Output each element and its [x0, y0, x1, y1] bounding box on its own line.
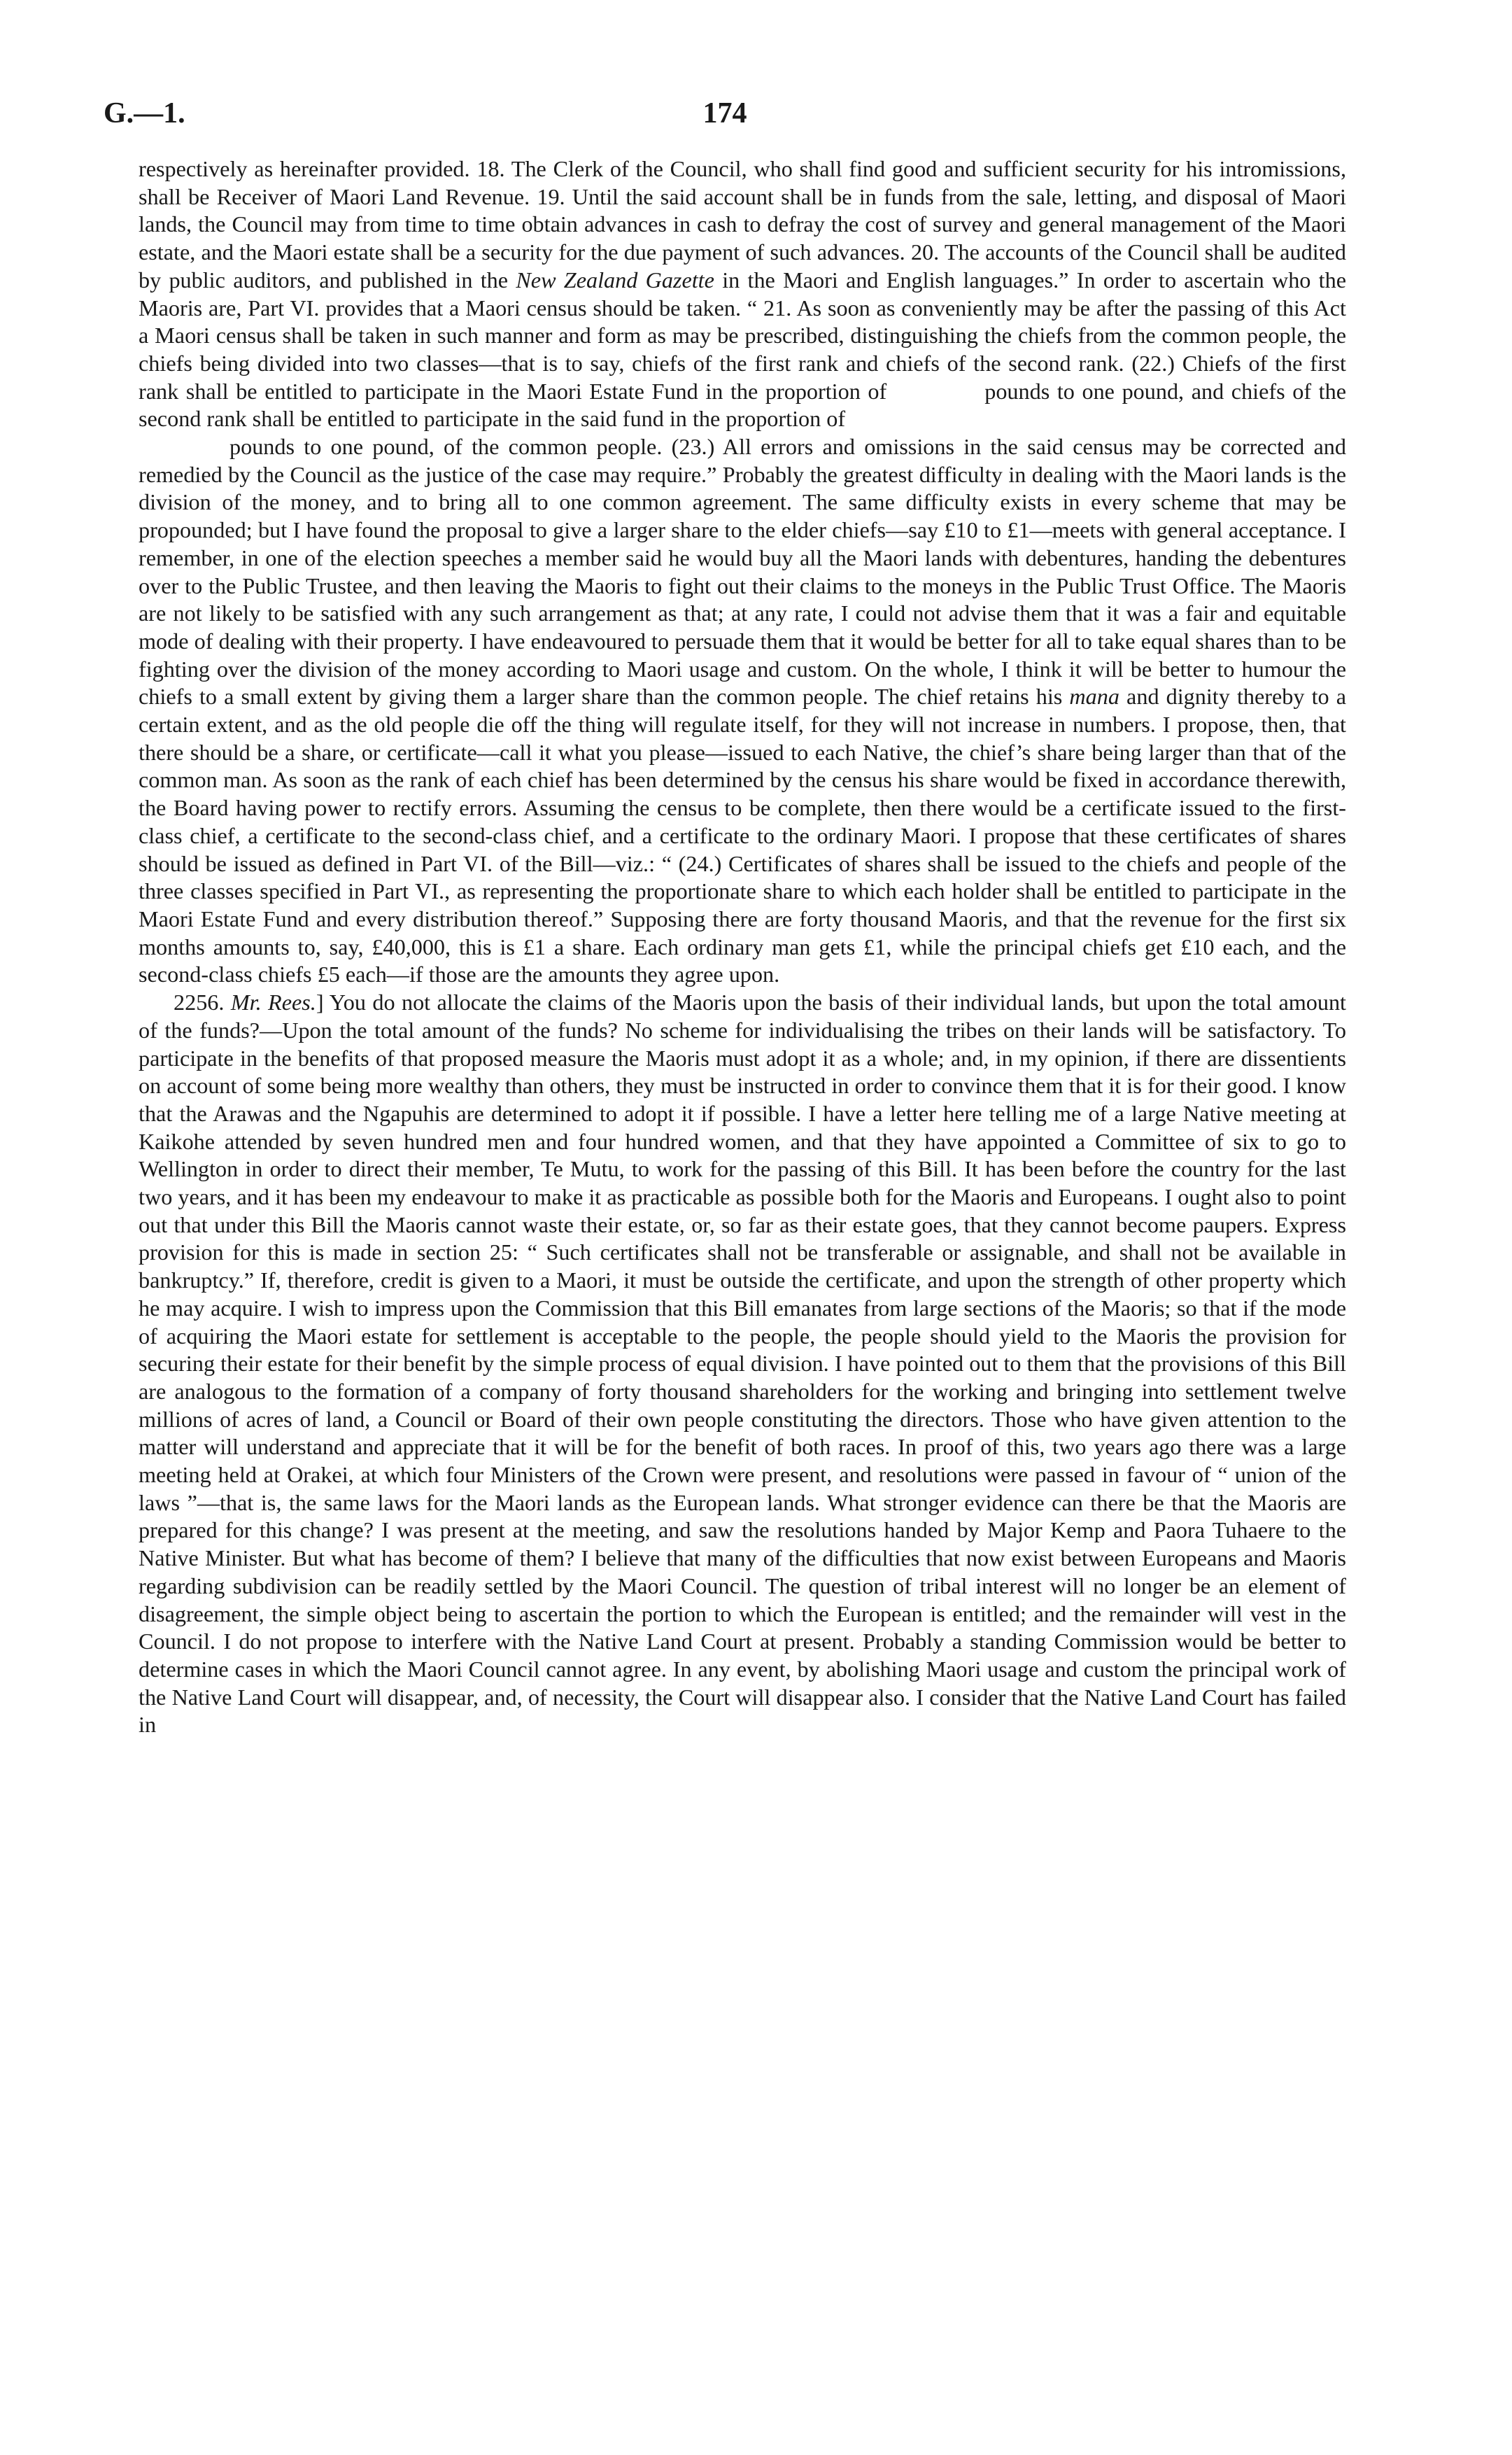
question-number: 2256.: [174, 990, 231, 1015]
paragraph-continuation: [139, 155, 1346, 989]
document-reference: G.—1.: [104, 97, 185, 129]
text-run: respectively as hereinafter provided. 18. The Clerk of the Council, who shall find good and sufficient security for his intromissions, shall be Receiver of Maori Land Revenue. 19. Until the said account shall be in funds from the sale, letting, and disposal of Maori lands, the Council may from time to time obtain advances in cash to defray the cost of survey and general management of the Maori estate, and the Maori estate shall be a security for the due payment of such advances. 20. The accounts of the Council shall be audited by public auditors, and published in the: [139, 156, 1346, 293]
text-run: in the Maori and English languages.” In order to ascertain who the Maoris are, Part VI. provides that a Maori census should be taken. “ 21. As soon as conveniently may be after the passing of this Act a Maori census shall be taken in such manner and form as may be prescribed, distinguishing the chiefs from the common people, the chiefs being divided into two classes—that is to say, chiefs of the first rank and chiefs of the second rank. (22.) Chiefs of the first rank shall be entitled to participate in the Maori Estate Fund in the proportion of: [139, 267, 1346, 404]
text-run: and dignity thereby to a certain extent, and as the old people die off the thing will regulate itself, for they will not increase in numbers. I propose, then, that there should be a share, or certificate—call it what you please—issued to each Native, the chief’s share being larger than that of the common man. As soon as the rank of each chief has been determined by the census his share would be fixed in accordance therewith, the Board having power to rectify errors. Assuming the census to be complete, then there would be a certificate issued to the first-class chief, a certificate to the second-class chief, and a certificate to the ordinary Maori. I propose that these certificates of shares should be issued as defined in Part VI. of the Bill—viz.: “ (24.) Certificates of shares shall be issued to the chiefs and people of the three classes specified in Part VI., as representing the proportionate share to which each holder shall be entitled to participate in the Maori Estate Fund and every distribution thereof.” Supposing there are forty thousand Maoris, and that the revenue for the first six months amounts to, say, £40,000, this is £1 a share. Each ordinary man gets £1, while the principal chiefs get £10 each, and the second-class chiefs £5 each—if those are the amounts they agree upon.: [139, 684, 1346, 987]
text-run: pounds to one pound, and chiefs of the second rank shall be entitled to participate in the said fund in the proportion of: [139, 378, 1346, 432]
page-header: [104, 97, 1346, 139]
speaker-name: Mr. Rees.: [230, 990, 316, 1015]
page-body: [139, 155, 1346, 1739]
text-run: pounds to one pound, of the common people. (23.) All errors and omissions in the said census may be corrected and remedied by the Council as the justice of the case may require.” Probably the greatest difficulty in dealing with the Maori lands is the division of the money, and to bring all to one common agreement. The same difficulty exists in every scheme that may be propounded; but I have found the proposal to give a larger share to the elder chiefs—say £10 to £1—meets with general acceptance. I remember, in one of the election speeches a member said he would buy all the Maori lands with debentures, handing the debentures over to the Public Trustee, and then leaving the Maoris to fight out their claims to the moneys in the Public Trust Office. The Maoris are not likely to be satisfied with any such arrangement as that; at any rate, I could not advise them that it was a fair and equitable mode of dealing with their property. I have endeavoured to persuade them that it would be better for all to take equal shares than to be fighting over the division of the money according to Maori usage and custom. On the whole, I think it will be better to humour the chiefs to a small extent by giving them a larger share than the common people. The chief retains his: [139, 434, 1346, 710]
italic-term: mana: [1069, 684, 1119, 710]
paragraph-question-2256: [139, 989, 1346, 1739]
publication-title: New Zealand Gazette: [516, 267, 714, 293]
page-number: 174: [702, 97, 747, 129]
text-run: ] You do not allocate the claims of the Maoris upon the basis of their individual lands, but upon the total amount of the funds?—Upon the total amount of the funds? No scheme for individualising the tribes on their lands will be satisfactory. To participate in the benefits of that proposed measure the Maoris must adopt it as a whole; and, in my opinion, if there are dissentients on account of some being more wealthy than others, they must be instructed in order to convince them that it is for their good. I know that the Arawas and the Ngapuhis are determined to adopt it if possible. I have a letter here telling me of a large Native meeting at Kaikohe attended by seven hundred men and four hundred women, and that they have appointed a Committee of six to go to Wellington in order to direct their member, Te Mutu, to work for the passing of this Bill. It has been before the country for the last two years, and it has been my endeavour to make it as practicable as possible both for the Maoris and Europeans. I ought also to point out that under this Bill the Maoris cannot waste their estate, or, so far as their estate goes, that they cannot become paupers. Express provision for this is made in section 25: “ Such certificates shall not be transferable or assignable, and shall not be available in bankruptcy.” If, therefore, credit is given to a Maori, it must be outside the certificate, and upon the strength of other property which he may acquire. I wish to impress upon the Commission that this Bill emanates from large sections of the Maoris; so that if the mode of acquiring the Maori estate for settlement is acceptable to the people, the people should yield to the Maoris the provision for securing their estate for their benefit by the simple process of equal division. I have pointed out to them that the provisions of this Bill are analogous to the formation of a company of forty thousand shareholders for the working and bringing into settlement twelve millions of acres of land, a Council or Board of their own people constituting the directors. Those who have given attention to the matter will understand and appreciate that it will be for the benefit of both races. In proof of this, two years ago there was a large meeting held at Orakei, at which four Ministers of the Crown were present, and resolutions were passed in favour of “ union of the laws ”—that is, the same laws for the Maori lands as the European lands. What stronger evidence can there be that the Maoris are prepared for this change? I was present at the meeting, and saw the resolutions handed by Major Kemp and Paora Tuhaere to the Native Minister. But what has become of them? I believe that many of the difficulties that now exist between Europeans and Maoris regarding subdivision can be readily settled by the Maori Council. The question of tribal interest will no longer be an element of disagreement, the simple object being to ascertain the portion to which the European is entitled; and the remainder will vest in the Council. I do not propose to interfere with the Native Land Court at present. Probably a standing Commission would be better to determine cases in which the Maori Council cannot agree. In any event, by abolishing Maori usage and custom the principal work of the Native Land Court will disappear, and, of necessity, the Court will disappear also. I consider that the Native Land Court has failed in: [139, 990, 1347, 1738]
